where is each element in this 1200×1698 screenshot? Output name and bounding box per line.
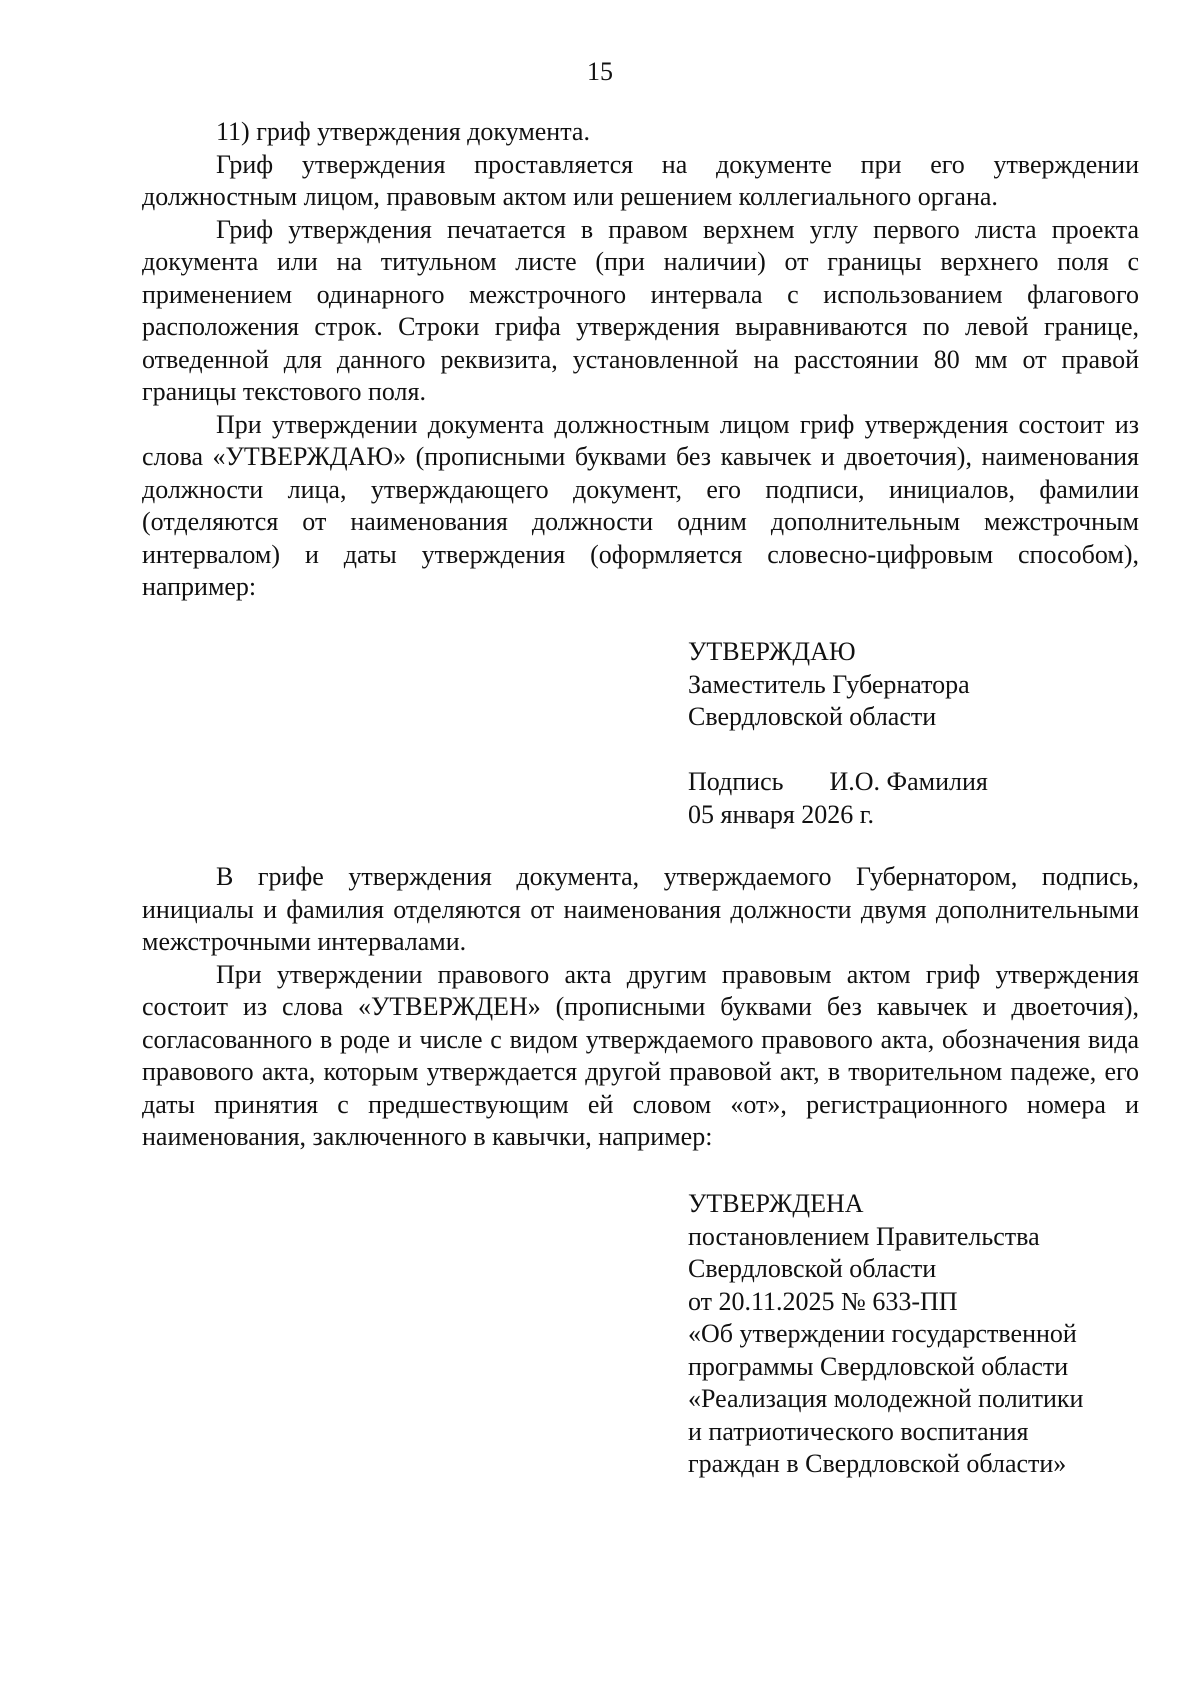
stamp-line: от 20.11.2025 № 633-ПП (688, 1286, 958, 1316)
stamp-line: постановлением Правительства (688, 1221, 1040, 1251)
paragraph: Гриф утверждения печатается в правом верхнем углу первого листа проекта документа или на титульном листе (при наличии) от границы верхнего поля с применением одинарного межстрочного интервала с использованием флагового расположения строк. Строки грифа утверждения выравниваются по левой границе, отведенной для данного реквизита, установленной на расстоянии 80 мм от правой границы текстового поля. (142, 214, 1139, 406)
item-heading: 11) гриф утверждения документа. (216, 117, 590, 146)
approval-stamp-example-legal-act (688, 1188, 1158, 1481)
page-number: 15 (587, 57, 613, 86)
paragraph: При утверждении документа должностным лицом гриф утверждения состоит из слова «УТВЕРЖДАЮ» (прописными буквами без кавычек и двоеточия), наименования должности лица, утверждающего документ, его подписи, инициалов, фамилии (отделяются от наименования должности одним дополнительным межстрочным интервалом) и даты утверждения (оформляется словесно-цифровым способом), например: (142, 409, 1139, 601)
stamp-line: программы Свердловской области (688, 1351, 1069, 1381)
stamp-line: Свердловской области (688, 1254, 937, 1283)
approval-stamp-example-official (688, 636, 1158, 831)
stamp-date: 05 января 2026 г. (688, 799, 875, 829)
stamp-title: УТВЕРЖДАЮ (688, 637, 856, 666)
paragraph: Гриф утверждения проставляется на документе при его утверждении должностным лицом, правовым актом или решением коллегиального органа. (142, 149, 1139, 211)
stamp-signer-name: И.О. Фамилия (829, 767, 988, 796)
stamp-line: граждан в Свердловской области» (688, 1449, 1067, 1478)
section-legal-act-stamp (142, 861, 1139, 1154)
stamp-line: и патриотического воспитания (688, 1416, 1029, 1446)
stamp-signature-row (688, 766, 1158, 799)
stamp-line: «Реализация молодежной политики (688, 1384, 1084, 1413)
stamp-position-line: Свердловской области (688, 702, 937, 731)
section-approval-stamp-rules (142, 116, 1139, 604)
stamp-line: «Об утверждении государственной (688, 1319, 1077, 1348)
paragraph: В грифе утверждения документа, утверждаемого Губернатором, подпись, инициалы и фамилия отделяются от наименования должности двумя дополнительными межстрочными интервалами. (142, 862, 1139, 956)
stamp-signature: Подпись (688, 767, 784, 796)
stamp-title: УТВЕРЖДЕНА (688, 1189, 864, 1218)
paragraph: При утверждении правового акта другим правовым актом гриф утверждения состоит из слова «УТВЕРЖДЕН» (прописными буквами без кавычек и двоеточия), согласованного в роде и числе с видом утверждаемого правового акта, обозначения вида правового акта, которым утверждается другой правовой акт, в творительном падеже, его даты принятия с предшествующим ей словом «от», регистрационного номера и наименования, заключенного в кавычки, например: (142, 959, 1139, 1151)
stamp-position-line: Заместитель Губернатора (688, 669, 970, 699)
stamp-spacer (688, 734, 1158, 767)
